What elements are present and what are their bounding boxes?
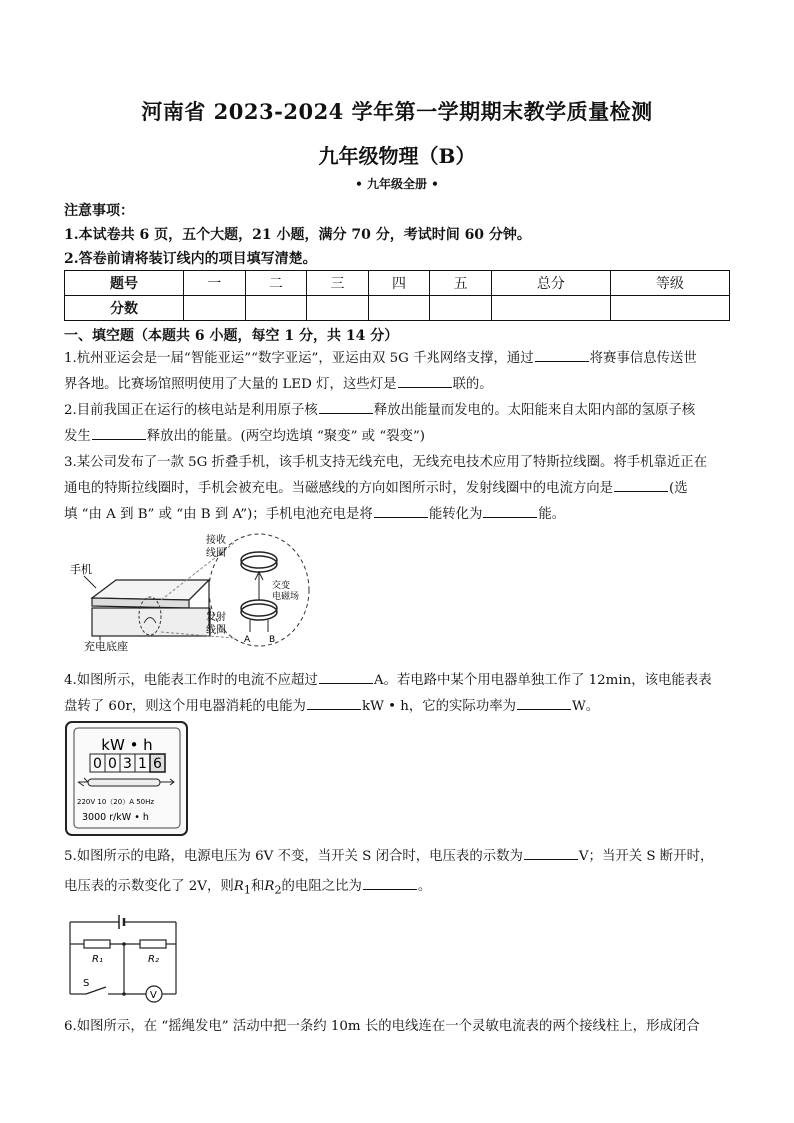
q4-text: kW • h，它的实际功率为	[361, 699, 516, 714]
q2-text: 2.目前我国正在运行的核电站是利用原子核	[64, 403, 318, 418]
question-3	[64, 450, 734, 528]
q1-text: 联的。	[452, 377, 493, 392]
score-header-cell: 题号	[65, 271, 184, 296]
label-base: 充电底座	[84, 640, 128, 653]
question-5	[64, 842, 734, 906]
exam-scope: • 九年级全册 •	[355, 177, 439, 191]
label-receive-coil-1: 接收	[206, 535, 226, 546]
score-header-cell: 等级	[610, 271, 729, 296]
notice-heading: 注意事项：	[64, 203, 134, 219]
label-emit-coil-1: 发射	[206, 612, 226, 623]
q4-text: A。若电路中某个用电器单独工作了 12min，该电能表表	[373, 673, 712, 688]
q1-text: 1.杭州亚运会是一届“智能亚运”“数字亚运”，亚运由双 5G 千兆网络支撑，通过	[64, 351, 534, 366]
q2-text: 释放出能量而发电的。太阳能来自太阳内部的氢原子核	[373, 403, 696, 418]
label-field-2: 电磁场	[272, 592, 300, 602]
q5-text: 。	[417, 879, 432, 894]
meter-digit: 0	[108, 756, 117, 772]
meter-rating: 220V 10（20）A 50Hz	[77, 798, 155, 806]
energy-meter-figure	[64, 720, 190, 838]
label-b: B	[269, 635, 276, 645]
score-table	[64, 270, 730, 321]
question-4	[64, 668, 734, 720]
score-table-score-row	[65, 296, 730, 321]
score-header-cell: 总分	[491, 271, 610, 296]
label-receive-coil-2: 线圈	[206, 548, 226, 559]
question-6	[64, 1014, 734, 1040]
score-header-cell: 三	[307, 271, 369, 296]
answer-blank[interactable]	[614, 477, 668, 492]
q5-text: 5.如图所示的电路，电源电压为 6V 不变，当开关 S 闭合时，电压表的示数为	[64, 849, 523, 864]
label-phone: 手机	[70, 563, 92, 576]
q5-text: V；当开关 S 断开时，	[578, 849, 714, 864]
q4-text: W。	[572, 699, 600, 714]
meter-constant: 3000 r/kW • h	[82, 812, 149, 823]
score-cell[interactable]	[307, 296, 369, 321]
q5-text: 电压表的示数变化了 2V，则	[64, 879, 234, 894]
label-voltmeter: V	[150, 990, 157, 1001]
q1-text: 界各地。比赛场馆照明使用了大量的 LED 灯，这些灯是	[64, 377, 397, 392]
wireless-charging-figure	[64, 528, 314, 653]
q3-text: 3.某公司发布了一款 5G 折叠手机，该手机支持无线充电，无线充电技术应用了特斯拉线圈。将手机靠近正在	[64, 455, 708, 470]
answer-blank[interactable]	[483, 503, 537, 518]
score-row-label: 分数	[65, 296, 184, 321]
score-cell[interactable]	[368, 296, 430, 321]
meter-digit: 6	[153, 756, 162, 772]
answer-blank[interactable]	[524, 845, 578, 860]
section-1-heading: 一、填空题（本题共 6 小题，每空 1 分，共 14 分）	[64, 328, 399, 344]
question-1	[64, 346, 734, 398]
label-r1: R₁	[92, 954, 103, 965]
r1-subscript: 1	[243, 883, 251, 897]
label-r2: R₂	[148, 954, 159, 965]
label-switch: S	[83, 978, 90, 989]
q3-text: 通电的特斯拉线圈时，手机会被充电。当磁感线的方向如图所示时，发射线圈中的电流方向是	[64, 481, 614, 496]
r2-subscript: 2	[274, 883, 282, 897]
meter-digits	[90, 754, 165, 772]
meter-digit: 1	[138, 756, 147, 772]
score-table-header-row	[65, 271, 730, 296]
q3-text: 能。	[538, 507, 566, 522]
meter-digit: 3	[123, 756, 132, 772]
q4-text: 盘转了 60r，则这个用电器消耗的电能为	[64, 699, 306, 714]
score-cell[interactable]	[184, 296, 246, 321]
circuit-figure	[64, 910, 184, 1005]
notice-item-2: 2.答卷前请将装订线内的项目填写清楚。	[64, 251, 317, 267]
answer-blank[interactable]	[374, 503, 428, 518]
score-header-cell: 二	[245, 271, 307, 296]
label-emit-coil-2: 线圈	[206, 625, 226, 636]
q5-text: 的电阻之比为	[281, 879, 362, 894]
answer-blank[interactable]	[535, 347, 589, 362]
answer-blank[interactable]	[319, 669, 373, 684]
label-a: A	[244, 635, 251, 645]
meter-digit: 0	[93, 756, 102, 772]
answer-blank[interactable]	[92, 425, 146, 440]
score-cell[interactable]	[430, 296, 492, 321]
notice-item-1: 1.本试卷共 6 页，五个大题，21 小题，满分 70 分，考试时间 60 分钟。	[64, 227, 531, 243]
q3-text: 能转化为	[428, 507, 483, 522]
score-header-cell: 一	[184, 271, 246, 296]
answer-blank[interactable]	[319, 399, 373, 414]
q3-text: 填 “由 A 到 B” 或 “由 B 到 A”)；手机电池充电是将	[64, 507, 373, 522]
q2-text: 发生	[64, 429, 91, 444]
answer-blank[interactable]	[307, 695, 361, 710]
r2-symbol: R	[264, 879, 275, 894]
exam-subject: 九年级物理（B）	[318, 144, 476, 168]
answer-blank[interactable]	[363, 875, 417, 890]
question-2	[64, 398, 734, 450]
q4-text: 4.如图所示，电能表工作时的电流不应超过	[64, 673, 318, 688]
score-header-cell: 五	[430, 271, 492, 296]
label-field-1: 交变	[272, 581, 291, 591]
q1-text: 将赛事信息传送世	[589, 351, 697, 366]
q5-text: 和	[250, 879, 265, 894]
q3-text: (选	[669, 481, 688, 496]
score-cell[interactable]	[245, 296, 307, 321]
q6-text: 6.如图所示，在 “摇绳发电” 活动中把一条约 10m 长的电线连在一个灵敏电流表的两个接线柱上，形成闭合	[64, 1019, 700, 1034]
meter-unit: kW • h	[101, 736, 153, 754]
answer-blank[interactable]	[517, 695, 571, 710]
exam-title: 河南省 2023-2024 学年第一学期期末教学质量检测	[141, 99, 653, 124]
score-cell[interactable]	[491, 296, 610, 321]
score-header-cell: 四	[368, 271, 430, 296]
score-cell[interactable]	[610, 296, 729, 321]
r1-symbol: R	[233, 879, 244, 894]
answer-blank[interactable]	[398, 373, 452, 388]
q2-text: 释放出的能量。(两空均选填 “聚变” 或 “裂变”)	[146, 429, 426, 444]
